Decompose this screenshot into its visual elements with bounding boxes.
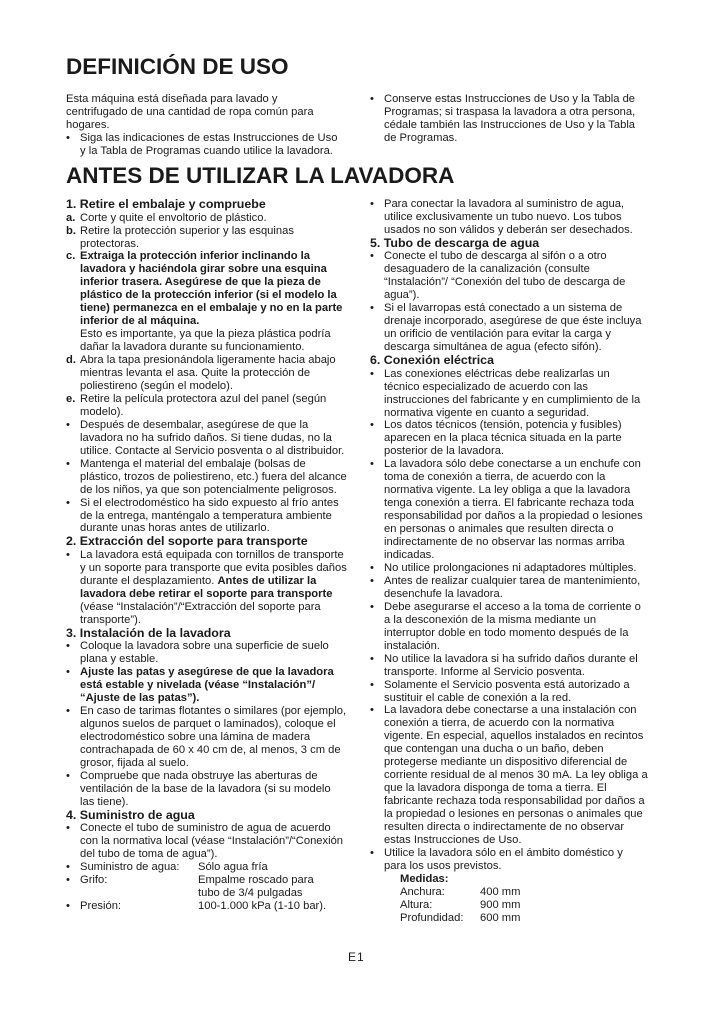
list-item xyxy=(66,212,348,225)
list-text: Retire la película protectora azul del panel (según modelo). xyxy=(80,392,327,418)
list-marker: a. xyxy=(66,211,76,224)
spec-row xyxy=(66,874,348,900)
list-item xyxy=(370,198,648,237)
bullet-icon: • xyxy=(66,496,70,509)
spec-key: Suministro de agua: xyxy=(80,861,180,874)
list-text: Conecte el tubo de suministro de agua de acuerdo con la normativa local (véase “Instalación”/“Conexión del tubo de toma de agua”). xyxy=(80,822,344,861)
section-title-definicion: DEFINICIÓN DE USO xyxy=(66,54,289,79)
list-text: Utilice la lavadora sólo en el ámbito doméstico y para los usos previstos. xyxy=(384,846,623,872)
list-marker: c. xyxy=(66,250,76,263)
list-item xyxy=(370,847,648,873)
list-marker: e. xyxy=(66,392,76,405)
bullet-icon: • xyxy=(66,666,70,679)
definicion-intro: Esta máquina está diseñada para lavado y centrifugado de una cantidad de ropa común para hogares. xyxy=(66,93,314,131)
spec-row xyxy=(66,900,348,913)
definicion-right-column xyxy=(370,93,645,145)
list-item xyxy=(370,458,648,562)
list-item xyxy=(66,822,348,861)
list-text-bold: Ajuste las patas y asegúrese de que la lavadora está estable y nivelada (véase “Instalación”/ “Ajuste de las patas”). xyxy=(80,666,334,705)
list-item xyxy=(66,640,348,666)
bullet-icon: • xyxy=(370,574,374,587)
list-text: Compruebe que nada obstruye las aberturas de ventilación de la base de la lavadora (si su modelo las tiene). xyxy=(80,769,331,808)
bullet-icon: • xyxy=(370,704,374,717)
measure-value: 900 mm xyxy=(480,898,521,911)
list-item xyxy=(66,250,348,354)
measure-row xyxy=(400,899,648,912)
measure-key: Profundidad: xyxy=(400,911,464,924)
bullet-icon: • xyxy=(370,458,374,471)
list-item xyxy=(66,666,348,705)
bullet-icon: • xyxy=(370,419,374,432)
list-item xyxy=(66,549,348,627)
list-text: Si el lavarropas está conectado a un sistema de drenaje incorporado, asegúrese de que éste incluya un orificio de ventilación para evitar la carga y descarga simultánea de agua (efecto sifón). xyxy=(384,302,642,354)
bullet-icon: • xyxy=(370,846,374,859)
measure-row xyxy=(400,912,648,925)
list-item xyxy=(370,368,648,420)
bullet-icon: • xyxy=(370,250,374,263)
list-item xyxy=(66,132,341,158)
list-item xyxy=(370,250,648,302)
subsection-heading: 1. Retire el embalaje y compruebe xyxy=(66,197,266,211)
definicion-left-column xyxy=(66,93,341,158)
spec-key: Grifo: xyxy=(80,874,108,887)
bullet-icon: • xyxy=(370,600,374,613)
list-item xyxy=(66,225,348,251)
list-text: Debe asegurarse el acceso a la toma de corriente o a la desconexión de la misma mediante un interruptor doble en todo momento después de la instalación. xyxy=(384,600,641,652)
spec-row xyxy=(66,861,348,874)
subsection-heading: 5. Tubo de descarga de agua xyxy=(370,235,540,250)
bullet-icon: • xyxy=(66,705,70,718)
list-item xyxy=(370,679,648,705)
list-text: No utilice la lavadora si ha sufrido daños durante el transporte. Informe al Servicio posventa. xyxy=(384,652,638,678)
bullet-icon: • xyxy=(66,822,70,835)
subsection-heading: 3. Instalación de la lavadora xyxy=(66,625,231,640)
bullet-icon: • xyxy=(66,900,70,913)
list-text: Las conexiones eléctricas debe realizarlas un técnico especializado de acuerdo con las instrucciones del fabricante y en cumplimiento de la normativa vigente en cuanto a seguridad. xyxy=(384,367,641,419)
list-marker: b. xyxy=(66,224,76,237)
list-text: Para conectar la lavadora al suministro de agua, utilice exclusivamente un tubo nuevo. Los tubos usados no son válidos y deberán ser desechados. xyxy=(384,198,633,236)
subsection-heading: 6. Conexión eléctrica xyxy=(370,353,494,368)
list-item xyxy=(370,562,648,575)
list-item xyxy=(370,93,645,145)
list-item xyxy=(370,704,648,846)
definicion-bullet: Conserve estas Instrucciones de Uso y la Tabla de Programas; si traspasa la lavadora a otra persona, cédale también las Instrucciones de Uso y la Tabla de Programas. xyxy=(384,93,636,144)
list-text: Corte y quite el envoltorio de plástico. xyxy=(80,211,267,224)
spec-value: Empalme roscado para tubo de 3/4 pulgadas xyxy=(198,874,314,900)
list-item xyxy=(66,497,348,536)
measure-row xyxy=(400,886,648,899)
bullet-icon: • xyxy=(66,549,70,562)
bullet-icon: • xyxy=(66,769,70,782)
list-text-bold: Extraiga la protección inferior inclinando la lavadora y haciéndola girar sobre una esquina inferior trasera. Asegúrese de que la pieza de plástico de la protección inferior (si el modelo la tiene) permanezca en el embalaje y no en la parte inferior de al máquina. xyxy=(80,250,343,328)
list-text: Antes de realizar cualquier tarea de mantenimiento, desenchufe la lavadora. xyxy=(384,574,641,600)
list-text: La lavadora sólo debe conectarse a un enchufe con toma de conexión a tierra, de acuerdo con la normativa vigente. La ley obliga a que la lavadora tenga conexión a tierra. El fabricante rechaza toda responsabilidad por daños a la propiedad o lesiones en personas o animales que resulten directa o indirectamente de no observar las normas arriba indicadas. xyxy=(384,458,643,562)
measure-value: 600 mm xyxy=(480,911,521,924)
bullet-icon: • xyxy=(66,874,70,887)
list-text: Los datos técnicos (tensión, potencia y fusibles) aparecen en la placa técnica situada en la parte posterior de la lavadora. xyxy=(384,419,622,458)
bullet-icon: • xyxy=(66,861,70,874)
bullet-icon: • xyxy=(66,640,70,653)
list-text: No utilice prolongaciones ni adaptadores múltiples. xyxy=(384,561,637,574)
bullet-icon: • xyxy=(370,561,374,574)
bullet-icon: • xyxy=(66,457,70,470)
measures-block xyxy=(370,873,648,925)
list-item xyxy=(370,653,648,679)
list-text: Retire la protección superior y las esquinas protectoras. xyxy=(80,224,294,250)
bullet-icon: • xyxy=(370,93,374,105)
spec-key: Presión: xyxy=(80,900,122,913)
antes-left-column xyxy=(66,198,348,913)
measures-title: Medidas: xyxy=(400,872,449,885)
list-text: (véase “Instalación”/“Extracción del soporte para transporte”). xyxy=(80,600,321,626)
list-item xyxy=(66,458,348,497)
bullet-icon: • xyxy=(370,198,374,210)
subsection-heading: 2. Extracción del soporte para transporte xyxy=(66,534,308,549)
list-item xyxy=(370,575,648,601)
measure-key: Altura: xyxy=(400,898,433,911)
section-title-antes: ANTES DE UTILIZAR LA LAVADORA xyxy=(66,163,455,188)
spec-value: 100-1.000 kPa (1-10 bar). xyxy=(198,900,327,913)
spec-value: Sólo agua fría xyxy=(198,861,268,874)
list-item xyxy=(66,705,348,770)
list-text: Después de desembalar, asegúrese de que la lavadora no ha sufrido daños. Si tiene dudas, no la utilice. Contacte al Servicio posventa o al distribuidor. xyxy=(80,418,345,457)
list-item xyxy=(370,302,648,354)
list-item xyxy=(66,419,348,458)
list-text: La lavadora debe conectarse a una instalación con conexión a tierra, de acuerdo con la normativa vigente. En especial, aquellos instalados en recintos que contengan una ducha o un baño, deben protegerse mediante un dispositivo diferencial de corriente residual de al menos 30 mA. La ley obliga a que la lavadora disponga de toma a tierra. El fabricante rechaza toda responsabilidad por daños a la propiedad o lesiones en personas o animales que resulten directa o indirectamente de no observar estas Instrucciones de Uso. xyxy=(384,704,648,846)
list-text: Coloque la lavadora sobre una superficie de suelo plana y estable. xyxy=(80,640,329,666)
list-marker: d. xyxy=(66,354,76,367)
bullet-icon: • xyxy=(66,131,70,144)
list-text: Esto es importante, ya que la pieza plástica podría dañar la lavadora durante su funcionamiento. xyxy=(80,328,331,354)
list-item xyxy=(370,601,648,653)
list-item xyxy=(66,770,348,809)
list-text-bold: Antes de utilizar la lavadora debe retirar el soporte para transporte xyxy=(80,574,333,600)
definicion-bullet: Siga las indicaciones de estas Instrucciones de Uso y la Tabla de Programas cuando utilice la lavadora. xyxy=(80,131,338,157)
list-item xyxy=(66,393,348,419)
bullet-icon: • xyxy=(370,302,374,315)
antes-right-column xyxy=(370,198,648,925)
bullet-icon: • xyxy=(370,652,374,665)
list-text: Solamente el Servicio posventa está autorizado a sustituir el cable de conexión a la red. xyxy=(384,678,630,704)
list-text: En caso de tarimas flotantes o similares (por ejemplo, algunos suelos de parquet o laminados), coloque el electrodoméstico sobre una lámina de madera contrachapada de 60 x 40 cm de, al menos, 3 cm de grosor, fijada al suelo. xyxy=(80,705,347,769)
bullet-icon: • xyxy=(370,367,374,380)
bullet-icon: • xyxy=(66,418,70,431)
page-number: E1 xyxy=(348,950,365,964)
measure-key: Anchura: xyxy=(400,885,445,898)
list-text: Si el electrodoméstico ha sido expuesto al frío antes de la entrega, manténgalo a temperatura ambiente durante unas horas antes de utilizarlo. xyxy=(80,496,339,535)
list-text: Abra la tapa presionándola ligeramente hacia abajo mientras levanta el asa. Quite la protección de poliestireno (según el modelo). xyxy=(80,354,336,392)
list-text: Mantenga el material del embalaje (bolsas de plástico, trozos de poliestireno, etc.) fuera del alcance de los niños, ya que son potencialmente peligrosos. xyxy=(80,457,347,496)
list-item xyxy=(66,354,348,393)
list-text: Conecte el tubo de descarga al sifón o a otro desaguadero de la canalización (consulte “Instalación”/ “Conexión del tubo de descarga de agua”). xyxy=(384,250,626,302)
subsection-heading: 4. Suministro de agua xyxy=(66,807,195,822)
list-text: La lavadora está equipada con tornillos de transporte y un soporte para transporte que evita posibles daños durante el desplazamiento. xyxy=(80,549,347,587)
list-item xyxy=(370,419,648,458)
measure-value: 400 mm xyxy=(480,885,521,898)
bullet-icon: • xyxy=(370,678,374,691)
